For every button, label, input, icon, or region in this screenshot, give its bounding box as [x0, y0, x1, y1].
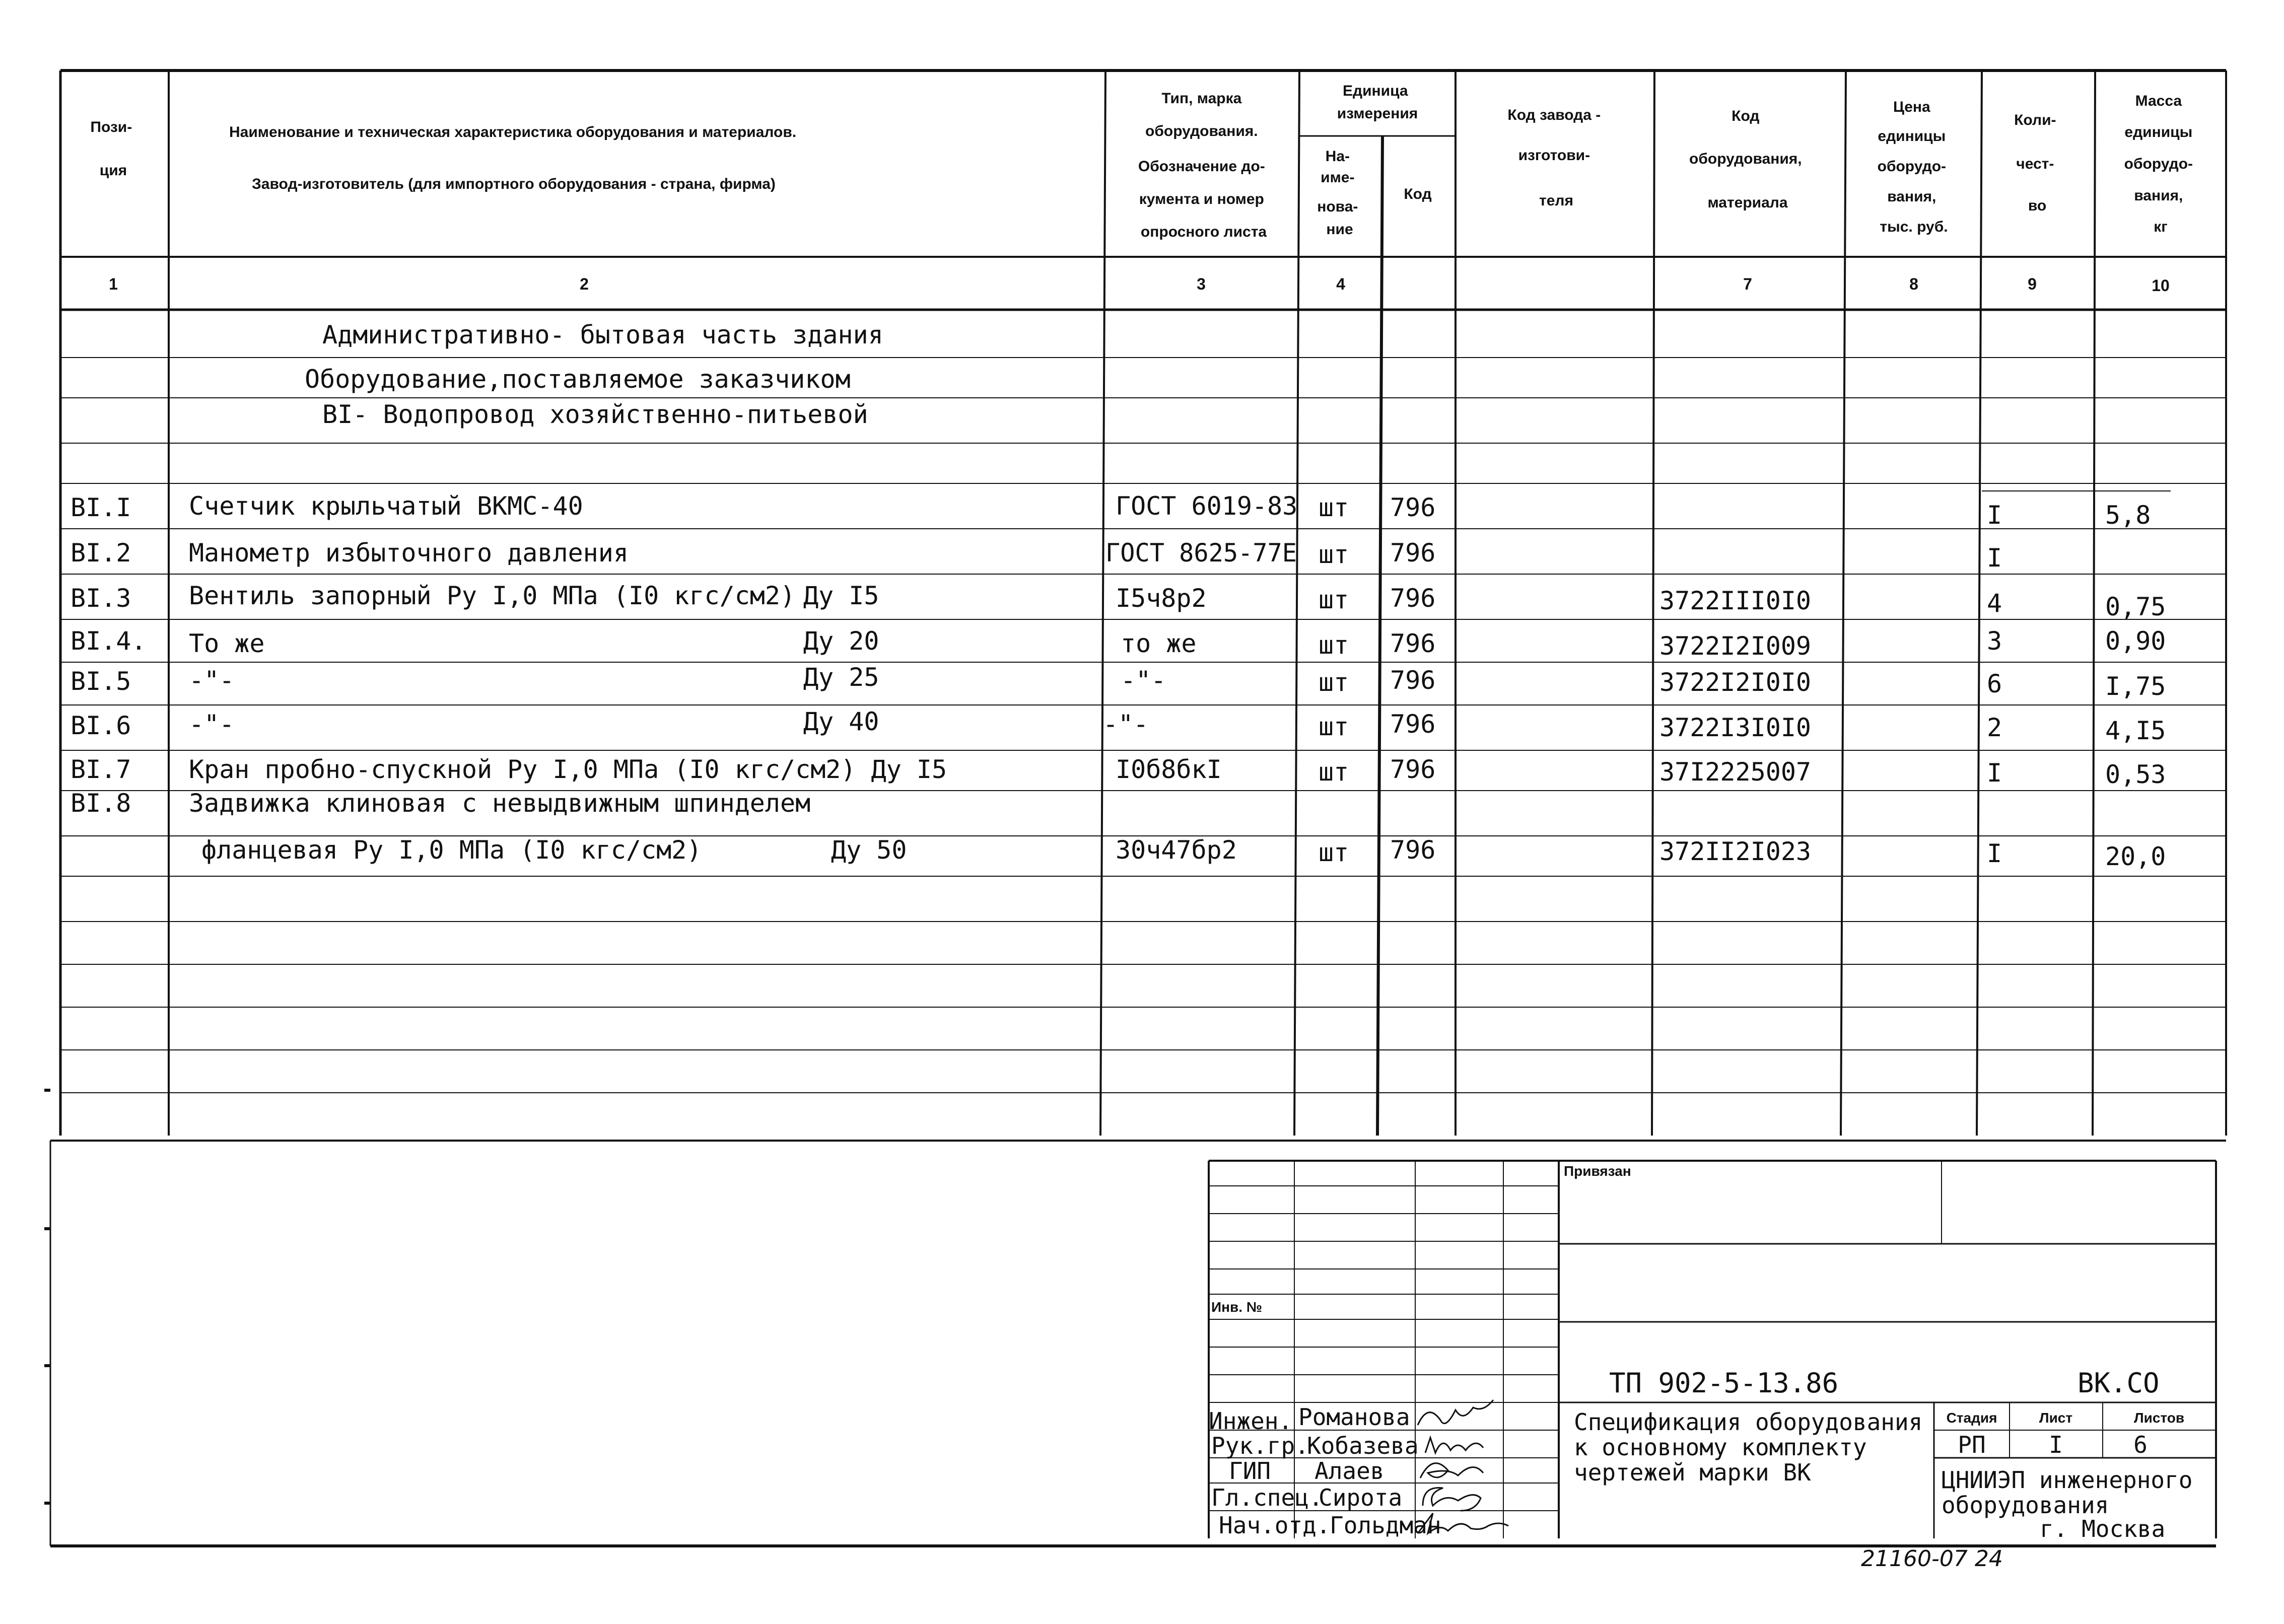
- section-heading: BI- Водопровод хозяйственно-питьевой: [322, 400, 868, 429]
- cell-position: BI.6: [71, 711, 131, 740]
- section-heading: Оборудование,поставляемое заказчиком: [305, 365, 851, 394]
- cell-du: Ду 40: [803, 707, 879, 736]
- column-number: 4: [1336, 275, 1345, 293]
- sheet-value: I: [2049, 1431, 2063, 1458]
- inventory-number-label: Инв. №: [1211, 1299, 1263, 1315]
- column-number: 3: [1197, 275, 1206, 293]
- cell-name: Вентиль запорный Ру I,0 МПа (I0 кгс/см2): [189, 581, 796, 610]
- cell-position: BI.5: [71, 667, 131, 696]
- cell-name: Манометр избыточного давления: [189, 538, 629, 568]
- cell-unit-code: 796: [1390, 666, 1436, 695]
- document-number: ТП 902-5-13.86: [1609, 1367, 1839, 1399]
- cell-unit: шт: [1319, 540, 1349, 569]
- cell-quantity: 4: [1987, 589, 2002, 618]
- cell-name: Задвижка клиновая с невыдвижным шпинделем: [189, 789, 811, 818]
- table-row: [71, 491, 2151, 530]
- signer-role: Нач.отд.: [1219, 1512, 1331, 1539]
- table-row: [71, 538, 2002, 573]
- stage-value: РП: [1958, 1431, 1986, 1458]
- table-row: [71, 755, 2166, 789]
- cell-name: -"-: [189, 710, 235, 739]
- cell-quantity: 2: [1987, 713, 2002, 742]
- cell-unit-code: 796: [1390, 835, 1436, 865]
- cell-material-code: 3722III0I0: [1659, 586, 1812, 615]
- cell-unit: шт: [1319, 493, 1349, 522]
- cell-position: BI.I: [71, 493, 131, 522]
- cell-material-code: 37I2225007: [1659, 757, 1812, 787]
- signature: [1420, 1463, 1483, 1478]
- cell-name: -"-: [189, 666, 235, 695]
- cell-quantity: 3: [1987, 626, 2002, 656]
- signer-name: Сирота: [1319, 1484, 1403, 1511]
- header-maker-code: Код завода - изготови- теля: [1507, 107, 1601, 209]
- signature: [1425, 1438, 1483, 1453]
- sheets-value: 6: [2133, 1431, 2148, 1458]
- cell-unit-code: 796: [1390, 710, 1436, 739]
- cell-unit: шт: [1319, 757, 1349, 787]
- table-row: [71, 789, 810, 818]
- cell-quantity: I: [1987, 543, 2002, 573]
- cell-du: Ду I5: [803, 581, 879, 610]
- cell-type: I5ч8р2: [1116, 584, 1207, 613]
- cell-mass: I,75: [2105, 672, 2166, 701]
- cell-quantity: 6: [1987, 669, 2002, 698]
- header-quantity: Коли- чест- во: [2014, 112, 2056, 214]
- table-row: [71, 663, 2166, 701]
- signer-role: Гл.спец.: [1211, 1484, 1323, 1511]
- cell-mass: 0,90: [2105, 626, 2166, 656]
- header-mass: Масса единицы оборудо- вания, кг: [2124, 93, 2193, 235]
- cell-name: Счетчик крыльчатый ВКМС-40: [189, 491, 583, 521]
- document-title: Спецификация оборудования к основному комплекту чертежей марки ВК: [1574, 1408, 1923, 1486]
- cell-position: BI.8: [71, 789, 131, 818]
- cell-material-code: 3722I2I0I0: [1659, 668, 1812, 697]
- signer-name: Алаев: [1314, 1457, 1385, 1485]
- privyazan-label: Привязан: [1564, 1163, 1631, 1179]
- cell-unit: шт: [1319, 585, 1349, 614]
- header-position: Пози- ция: [90, 119, 132, 179]
- sheets-label: Листов: [2133, 1410, 2185, 1426]
- column-number: 7: [1743, 275, 1752, 293]
- section-headings: [305, 320, 883, 429]
- stage-label: Стадия: [1946, 1410, 1997, 1426]
- signature: [1418, 1400, 1493, 1425]
- cell-quantity: I: [1987, 501, 2002, 530]
- signer-name: Гольдман: [1330, 1512, 1441, 1539]
- header-unit-name: На- име- нова- ние: [1317, 148, 1358, 238]
- table-header: [90, 83, 2197, 295]
- cell-type: ГОСТ 8625-77Е: [1105, 538, 1297, 568]
- column-number: 8: [1909, 275, 1918, 293]
- cell-type: то же: [1121, 629, 1197, 658]
- title-block-text: [1209, 1163, 2206, 1572]
- column-number: 10: [2152, 276, 2170, 295]
- column-number: 1: [109, 275, 118, 293]
- cell-position: BI.4.: [71, 626, 147, 656]
- header-material-code: Код оборудования, материала: [1689, 108, 1802, 211]
- cell-material-code: 3722I2I009: [1659, 631, 1812, 661]
- cell-mass: 4,I5: [2105, 716, 2166, 745]
- cell-unit-code: 796: [1390, 584, 1436, 613]
- table-row: [71, 581, 2166, 621]
- cell-du: Ду 20: [803, 626, 879, 656]
- cell-quantity: I: [1987, 839, 2002, 868]
- table-row: [71, 626, 2166, 661]
- signature: [1423, 1488, 1481, 1511]
- cell-unit: шт: [1319, 630, 1349, 660]
- table-row: [71, 707, 2166, 745]
- header-name: Наименование и техническая характеристика оборудования и материалов. Завод-изготовитель (для импортного оборудования - страна, фирма): [229, 124, 797, 192]
- column-number: 9: [2028, 275, 2037, 293]
- cell-material-code: 372II2I023: [1659, 837, 1812, 866]
- cell-du: Ду 50: [831, 835, 907, 865]
- cell-mass: 0,75: [2105, 592, 2166, 621]
- archive-number: 21160-07 24: [1861, 1546, 2003, 1572]
- cell-unit: шт: [1319, 712, 1349, 741]
- cell-du: Ду 25: [803, 663, 879, 692]
- cell-mass: 5,8: [2105, 501, 2151, 530]
- cell-type: 30ч47бр2: [1116, 835, 1237, 865]
- header-type: Тип, марка оборудования. Обозначение до- кумента и номер опросного листа: [1138, 90, 1267, 240]
- header-unit-code: Код: [1404, 186, 1432, 202]
- signer-role: Рук.гр.: [1211, 1432, 1309, 1459]
- cell-position: BI.7: [71, 755, 131, 784]
- cell-type: -"-: [1103, 710, 1149, 739]
- cell-unit-code: 796: [1390, 493, 1436, 522]
- cell-position: BI.2: [71, 538, 131, 568]
- signer-role: Инжен.: [1209, 1407, 1293, 1435]
- document-mark: ВК.СО: [2078, 1367, 2160, 1399]
- header-price: Цена единицы оборудо- вания, тыс. руб.: [1877, 99, 1948, 235]
- signer-role: ГИП: [1229, 1457, 1271, 1485]
- cell-name: Кран пробно-спускной Ру I,0 МПа (I0 кгс/см2) Ду I5: [189, 755, 947, 784]
- organization: ЦНИИЭП инженерного оборудования г. Москва: [1942, 1466, 2193, 1542]
- cell-name: То же: [189, 629, 265, 658]
- header-unit-group: Единица измерения: [1337, 83, 1418, 122]
- sheet-label: Лист: [2039, 1410, 2073, 1426]
- cell-type: -"-: [1121, 666, 1166, 695]
- cell-mass: 20,0: [2105, 842, 2166, 871]
- signer-name: Романова: [1298, 1403, 1410, 1431]
- table-row: [201, 835, 2166, 871]
- table-body: [71, 491, 2181, 876]
- cell-mass: 0,53: [2105, 760, 2166, 789]
- cell-unit-code: 796: [1390, 755, 1436, 784]
- cell-quantity: I: [1987, 758, 2002, 788]
- cell-unit: шт: [1319, 668, 1349, 697]
- column-number: 2: [580, 275, 589, 293]
- cell-position: BI.3: [71, 584, 131, 613]
- cell-unit: шт: [1319, 838, 1349, 867]
- cell-material-code: 3722I3I0I0: [1659, 713, 1812, 742]
- cell-type: I0б8бкI: [1116, 755, 1222, 784]
- cell-unit-code: 796: [1390, 629, 1436, 658]
- cell-unit-code: 796: [1390, 538, 1436, 568]
- signer-name: Кобазева: [1307, 1432, 1419, 1459]
- cell-type: ГОСТ 6019-83: [1116, 491, 1298, 521]
- section-heading: Административно- бытовая часть здания: [322, 320, 883, 349]
- cell-name: фланцевая Ру I,0 МПа (I0 кгс/см2): [201, 835, 702, 865]
